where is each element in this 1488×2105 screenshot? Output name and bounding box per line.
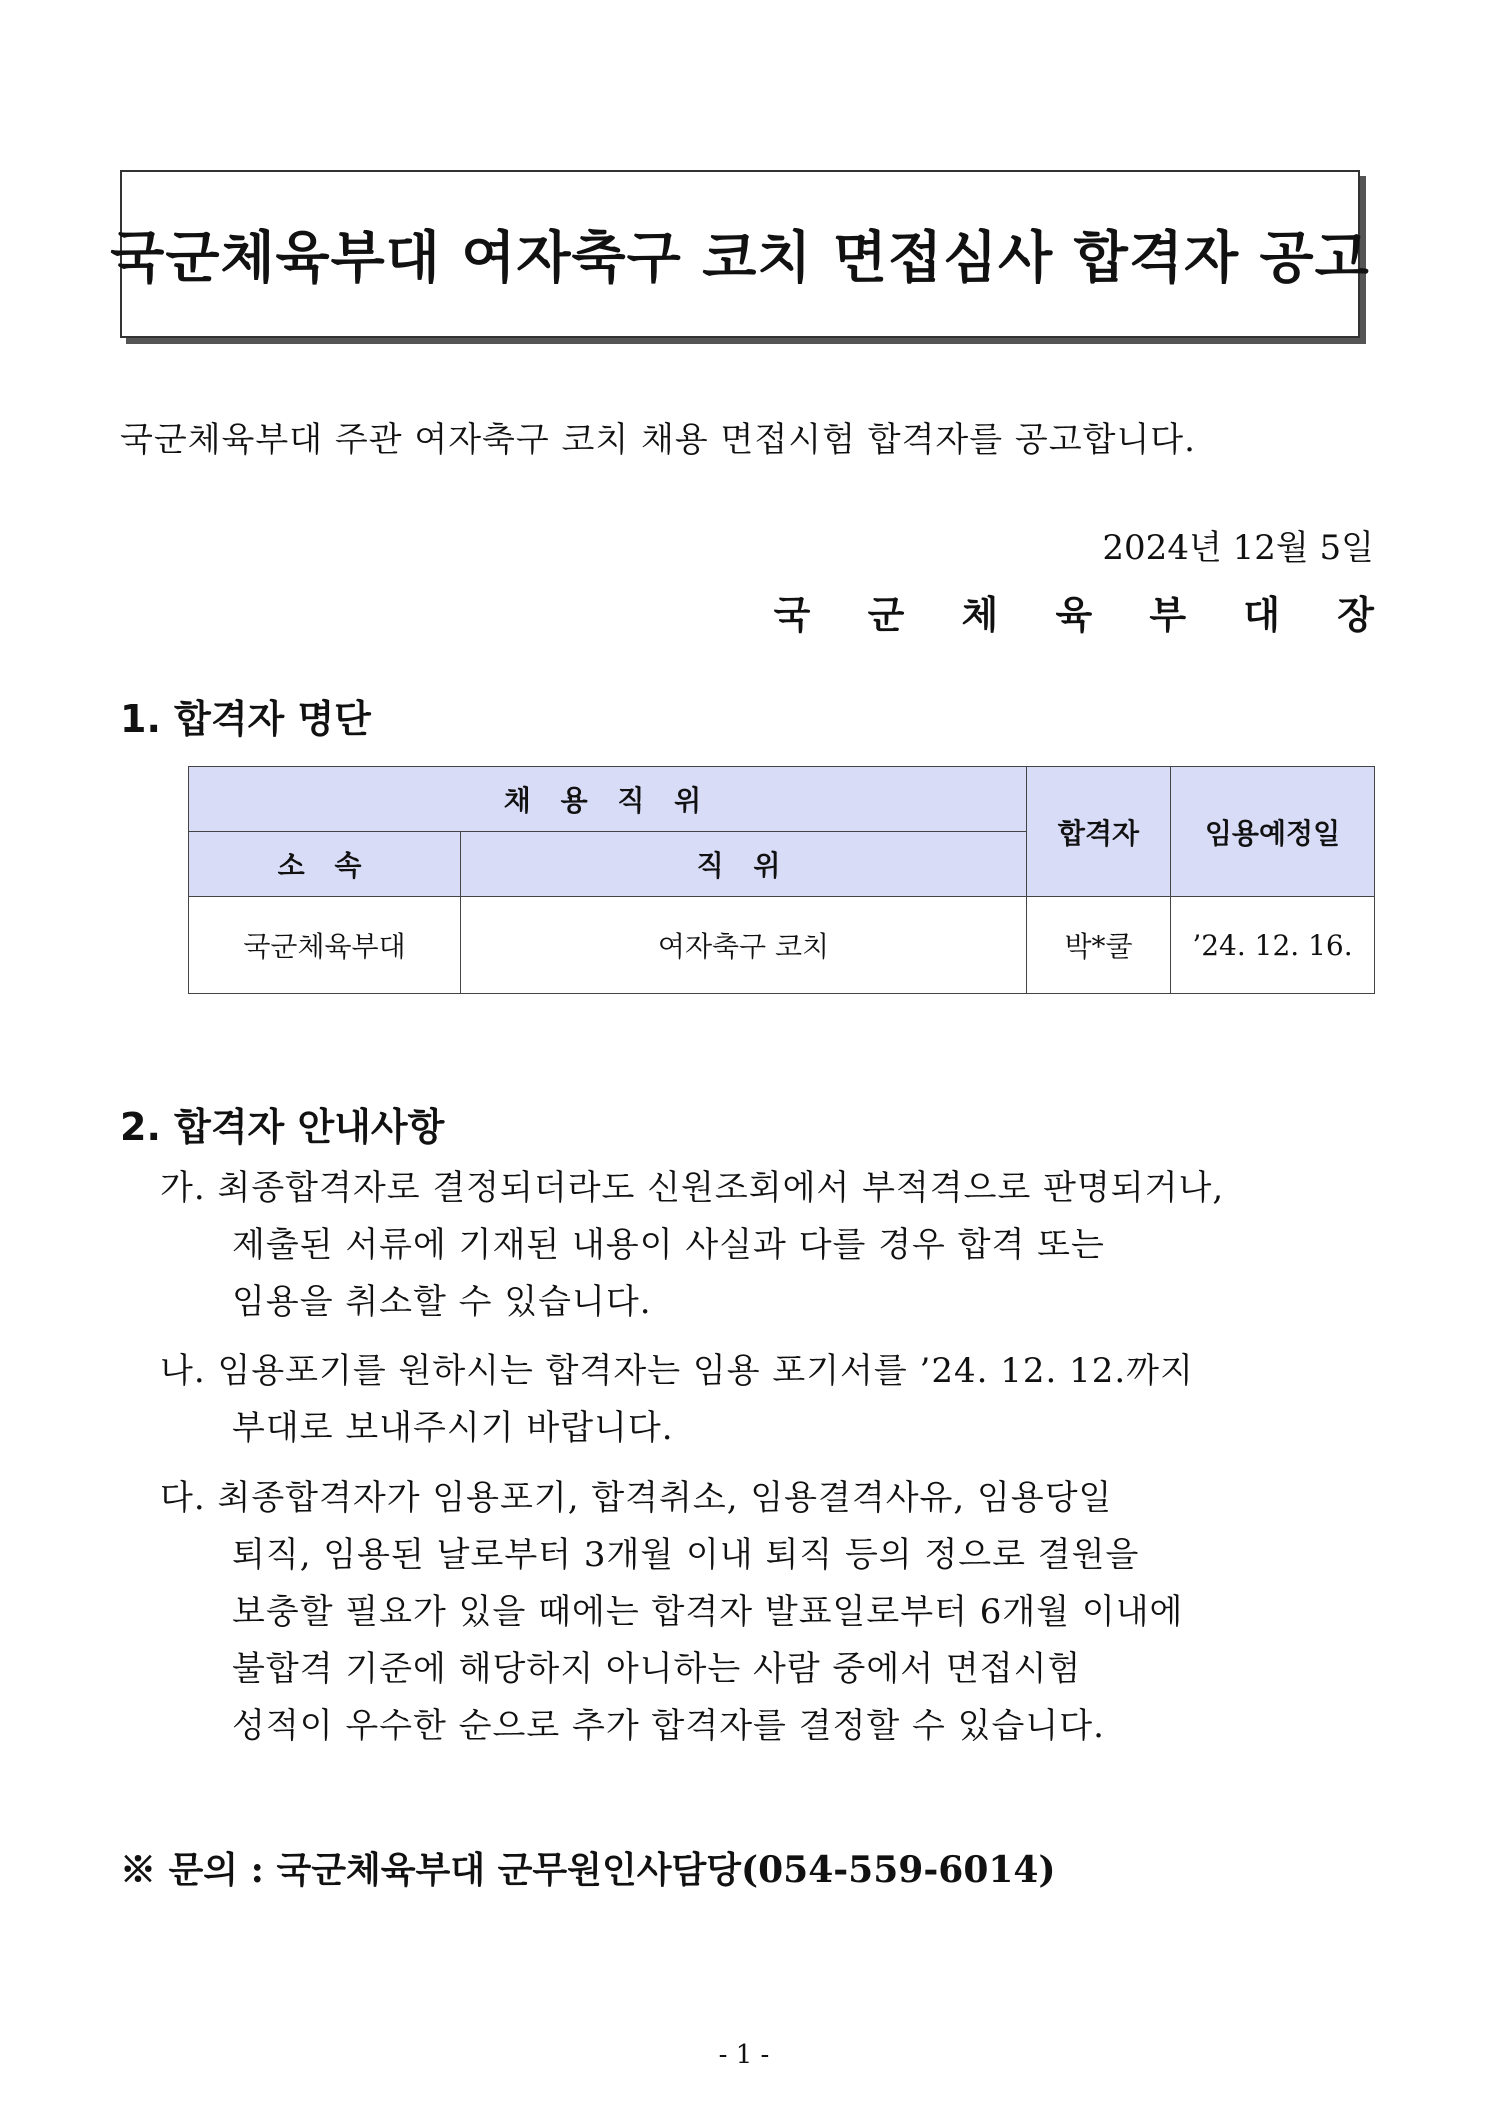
item-line: 임용을 취소할 수 있습니다. bbox=[232, 1282, 652, 1322]
document-title: 국군체육부대 여자축구 코치 면접심사 합격자 공고 bbox=[110, 226, 1370, 291]
item-marker: 다. bbox=[160, 1478, 206, 1518]
cell-start-date: ’24. 12. 16. bbox=[1171, 897, 1375, 994]
item-line: 보충할 필요가 있을 때에는 합격자 발표일로부터 6개월 이내에 bbox=[232, 1592, 1184, 1632]
header-group: 채 용 직 위 bbox=[189, 767, 1027, 832]
table-row bbox=[189, 897, 1375, 994]
passer-table bbox=[188, 766, 1375, 994]
signer: 국 군 체 육 부 대 장 bbox=[773, 592, 1396, 637]
item-line: 제출된 서류에 기재된 내용이 사실과 다를 경우 합격 또는 bbox=[232, 1225, 1105, 1265]
section1-heading: 1. 합격자 명단 bbox=[120, 697, 371, 741]
item-line: 부대로 보내주시기 바랍니다. bbox=[232, 1408, 674, 1448]
header-passer: 합격자 bbox=[1027, 767, 1171, 897]
item-marker: 나. bbox=[160, 1351, 206, 1391]
item-line: 최종합격자가 임용포기, 합격취소, 임용결격사유, 임용당일 bbox=[217, 1478, 1113, 1518]
announcement-date: 2024년 12월 5일 bbox=[1102, 528, 1374, 568]
item-line: 퇴직, 임용된 날로부터 3개월 이내 퇴직 등의 정으로 결원을 bbox=[232, 1535, 1140, 1575]
notice-item-na bbox=[160, 1343, 1194, 1457]
notice-item-ga bbox=[160, 1160, 1224, 1331]
header-start-date: 임용예정일 bbox=[1171, 767, 1375, 897]
contact-info: ※ 문의 : 국군체육부대 군무원인사담당(054-559-6014) bbox=[120, 1849, 1056, 1891]
item-line: 성적이 우수한 순으로 추가 합격자를 결정할 수 있습니다. bbox=[232, 1706, 1105, 1746]
notice-item-da bbox=[160, 1470, 1183, 1755]
item-line: 임용포기를 원하시는 합격자는 임용 포기서를 ’24. 12. 12.까지 bbox=[217, 1351, 1194, 1391]
title-box bbox=[110, 170, 1370, 338]
section2-heading: 2. 합격자 안내사항 bbox=[120, 1105, 445, 1149]
page-number: - 1 - bbox=[718, 2040, 770, 2070]
item-line: 최종합격자로 결정되더라도 신원조회에서 부적격으로 판명되거나, bbox=[217, 1168, 1225, 1208]
header-affiliation: 소 속 bbox=[189, 832, 461, 897]
cell-position: 여자축구 코치 bbox=[461, 897, 1027, 994]
cell-passer: 박*쿨 bbox=[1027, 897, 1171, 994]
item-marker: 가. bbox=[160, 1168, 206, 1208]
header-position: 직 위 bbox=[461, 832, 1027, 897]
item-line: 불합격 기준에 해당하지 아니하는 사람 중에서 면접시험 bbox=[232, 1649, 1082, 1689]
cell-affiliation: 국군체육부대 bbox=[189, 897, 461, 994]
intro-text: 국군체육부대 주관 여자축구 코치 채용 면접시험 합격자를 공고합니다. bbox=[120, 420, 1196, 460]
